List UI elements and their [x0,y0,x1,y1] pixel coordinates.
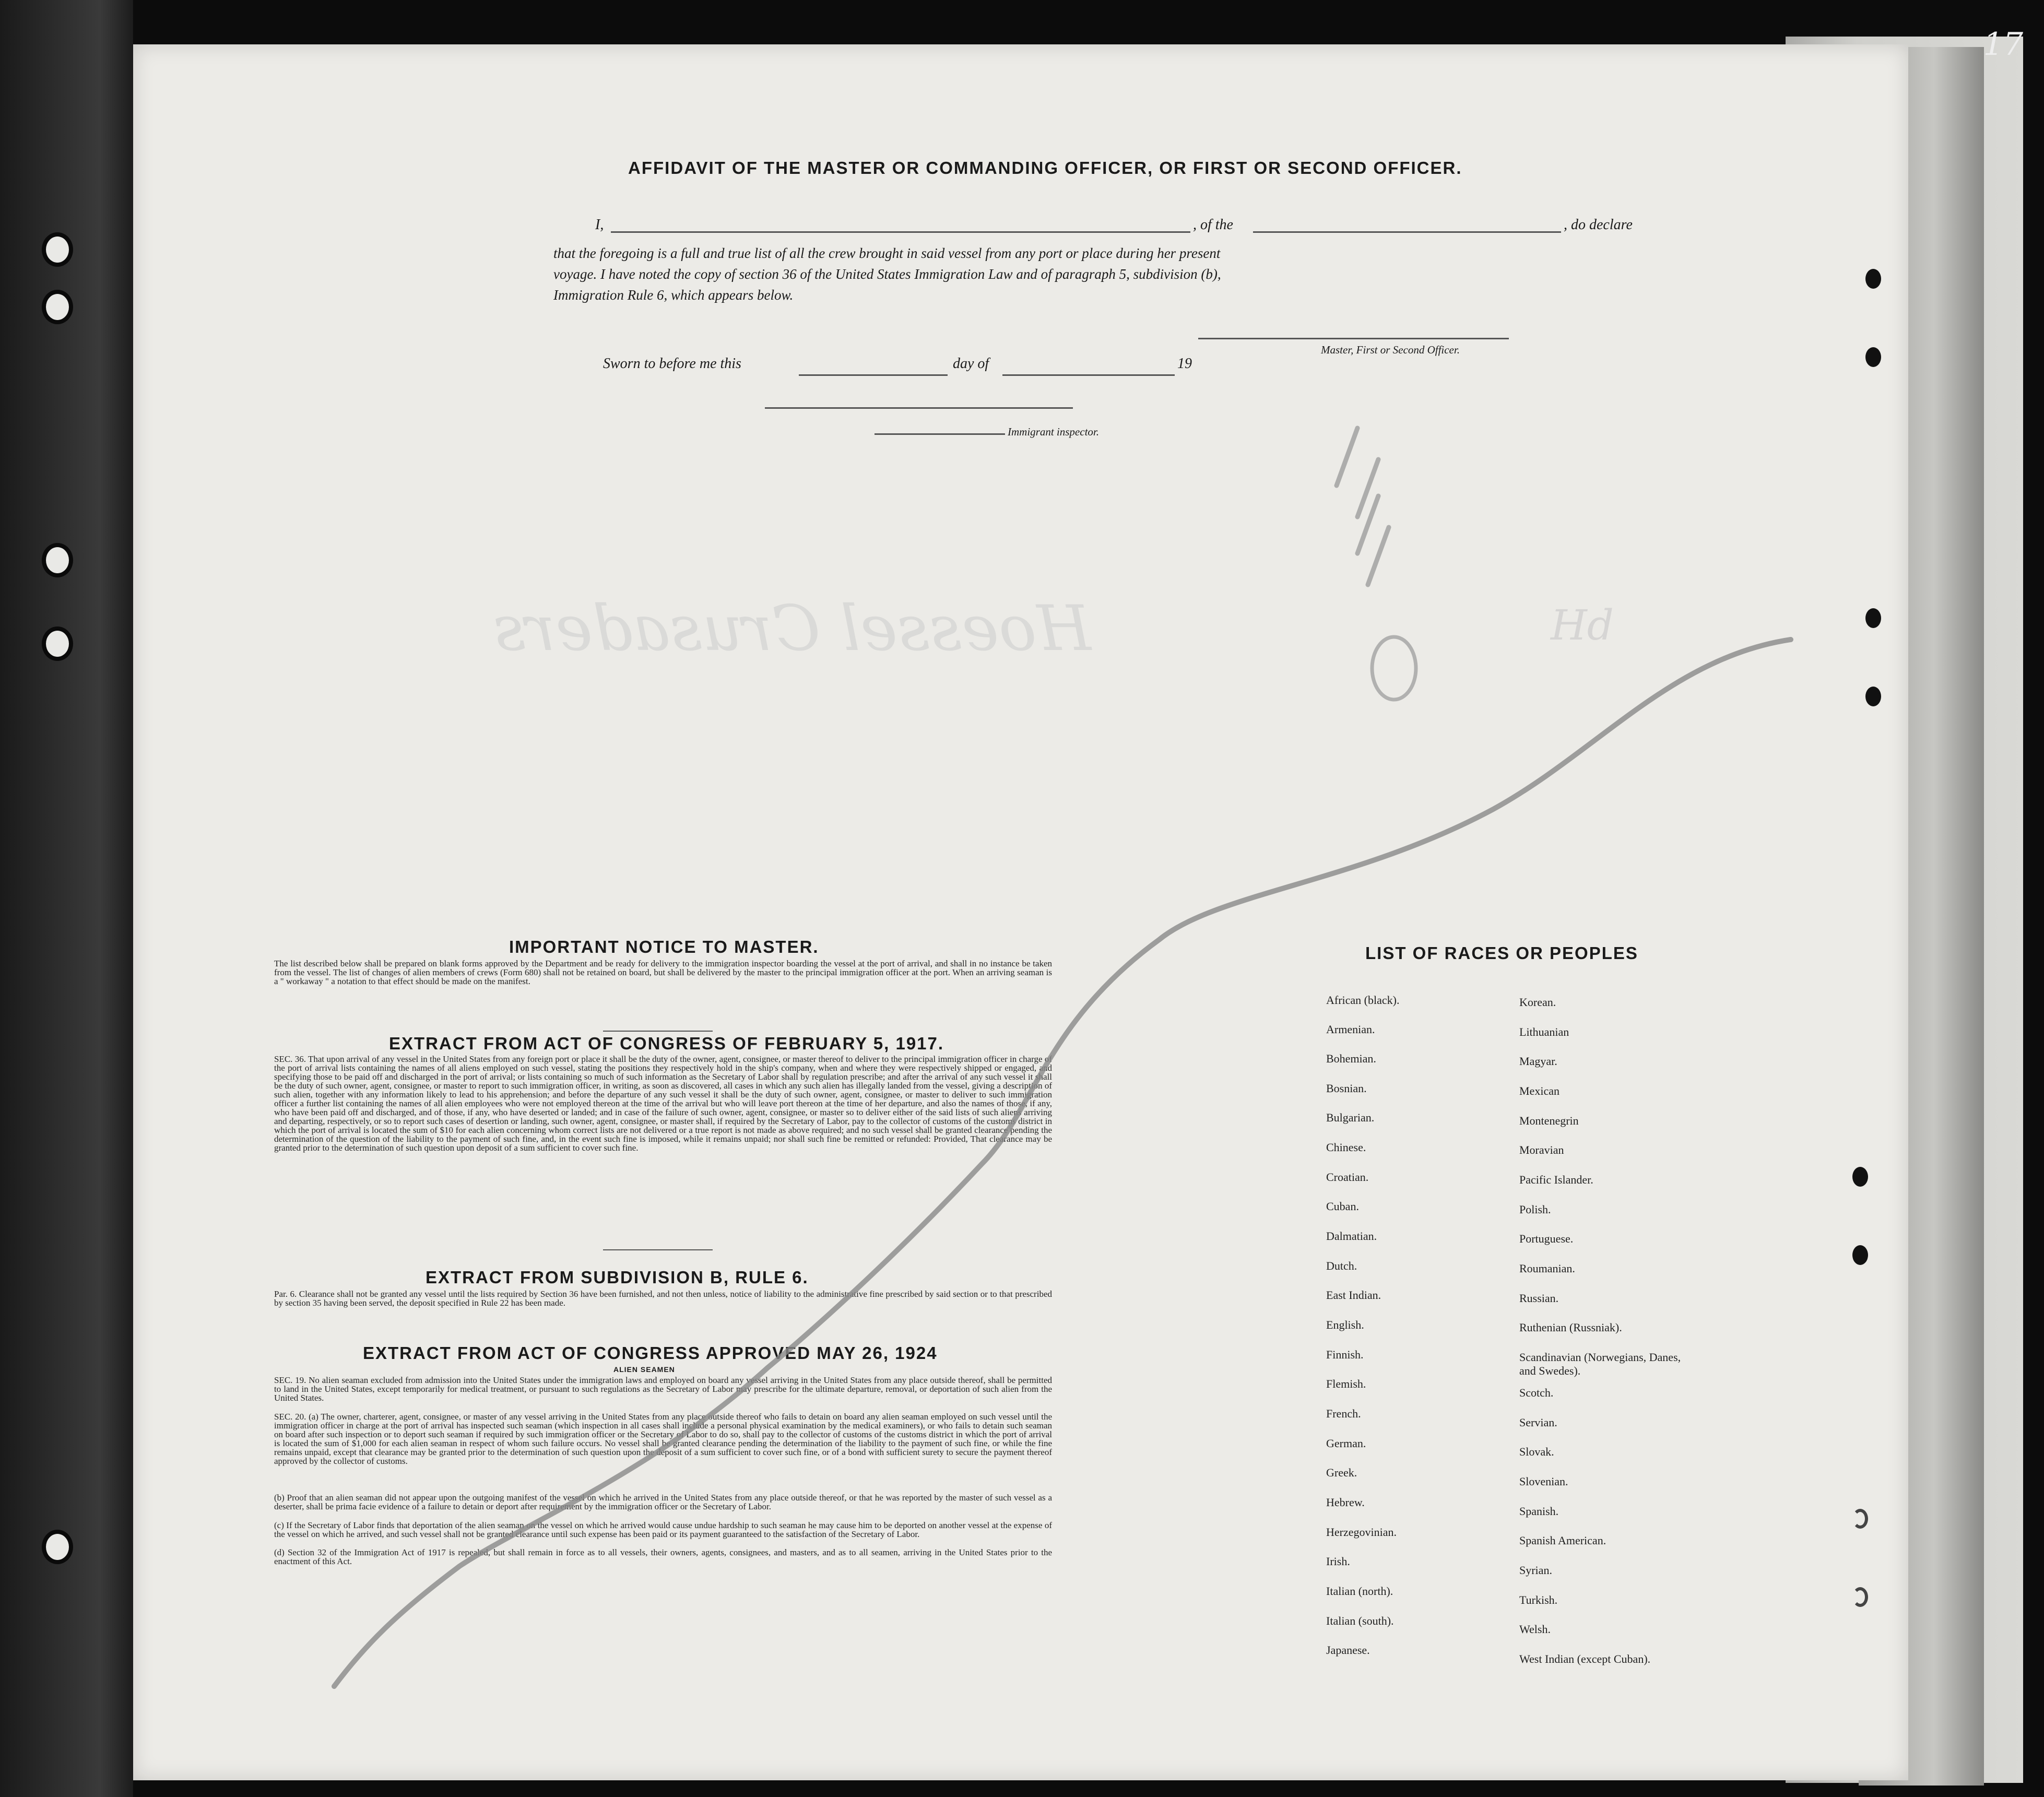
extract-1924-sec20b: (b) Proof that an alien seaman did not appear upon the outgoing manifest of the vessel on which he arrived in the United States from any place outside thereof, or that he was reported by the master of such vessel as a deserter, shall be prima facie evidence of a failure to detain or deport after requirement by the immigration officer or the Secretary of Labor. [274,1493,1052,1511]
race-item: Bohemian. [1326,1052,1376,1065]
name-blank [611,231,1190,233]
race-item: Polish. [1519,1203,1551,1216]
signature-line [1198,338,1509,339]
race-item: Finnish. [1326,1348,1364,1361]
of-the-label: , of the [1193,217,1233,233]
race-item: Armenian. [1326,1023,1375,1036]
race-item: Slovak. [1519,1445,1554,1458]
extract-1924-sec20d: (d) Section 32 of the Immigration Act of 1917 is repealed, but shall remain in force as to all vessels, their owners, agents, consignees, and masters, and as to all seamen, arriving in the United States prior to the enactment of this Act. [274,1547,1052,1566]
year-label: 19 [1177,356,1192,372]
affidavit-title: AFFIDAVIT OF THE MASTER OR COMMANDING OFFICER, OR FIRST OR SECOND OFFICER. [628,158,1462,178]
race-item: Bulgarian. [1326,1111,1375,1124]
section-divider [603,1249,713,1250]
extract-1924-sec20c: (c) If the Secretary of Labor finds that deportation of the alien seaman on the vessel on which he arrived would cause undue hardship to such seaman he may cause him to be deported on another vessel at the expense of the vessel on which he arrived, and such vessel shall not be granted clearance until such expense has been paid or its payment guaranteed to the satisfaction of the Secretary of Labor. [274,1520,1052,1539]
extract-rule6-title: EXTRACT FROM SUBDIVISION B, RULE 6. [426,1268,809,1287]
race-item: Spanish. [1519,1505,1559,1518]
binder-hole [42,232,73,267]
extract-1917-title: EXTRACT FROM ACT OF CONGRESS OF FEBRUARY 5, 1917. [389,1034,944,1053]
page-number: 17 [1983,26,2023,63]
punch-hole [1852,1167,1868,1187]
race-item: Ruthenian (Russniak). [1519,1321,1622,1334]
sworn-day-blank [799,374,948,376]
punch-hole [1865,687,1881,706]
race-item: Japanese. [1326,1644,1370,1657]
race-item: Montenegrin [1519,1114,1579,1127]
race-item: Bosnian. [1326,1082,1367,1095]
inspector-line [875,433,1005,435]
punch-hole [1852,1245,1868,1265]
race-item: Portuguese. [1519,1232,1574,1245]
inspector-line-top [765,407,1073,409]
race-item: Lithuanian [1519,1025,1569,1038]
punch-hole [1865,608,1881,628]
race-item: Russian. [1519,1292,1559,1305]
race-item: Scotch. [1519,1386,1554,1399]
extract-1917-text: SEC. 36. That upon arrival of any vessel in the United States from any foreign port or place it shall be the duty of the owner, agent, consignee, or master thereof to deliver to the principal immigration officer in charge of the port of arrival lists containing the names of all aliens employed on such vessel, stating the positions they respectively hold in the ship's company, when and where they were respectively shipped or engaged, and specifying those to be paid off and discharged in the port of arrival; or lists containing so much of such information as the Secretary of Labor shall by regulation prescribe; and after the arrival of any such vessel it shall be the duty of such owner, agent, consignee, or master to report to such immigration officer, in writing, as soon as discovered, all cases in which any such alien has illegally landed from the vessel, giving a description of such alien, together with any information likely to lead to his apprehension; and before the departure of any such vessel it shall be the duty of such owner, agent, consignee, or master to deliver to such immigration officer a further list containing the names of all alien employees who were not employed thereon at the time of the arrival but who will leave port thereon at the time of her departure, and also the names of those, if any, who have been paid off and discharged, and of those, if any, who have deserted or landed; and in case of the failure of such owner, agent, consignee, or master so to deliver either of the said lists of such aliens arriving and departing, respectively, or so to report such cases of desertion or landing, such owner, agent, consignee, or master shall, if required by the Secretary of Labor, pay to the collector of customs of the customs district in which the port of arrival is located the sum of $10 for each alien concerning whom correct lists are not delivered or a true report is not made as above required; and no such vessel shall be granted clearance pending the determination of the question of the liability to the payment of such fine, and, in the event such fine is imposed, while it remains unpaid; nor shall such fine be remitted or refunded: Provided, That clearance may be granted prior to the determination of such question upon deposit of a sum sufficient to cover such fine. [274,1054,1052,1153]
affidavit-i-label: I, [595,217,604,233]
race-item: English. [1326,1318,1364,1331]
vessel-blank [1253,231,1561,233]
notice-title: IMPORTANT NOTICE TO MASTER. [509,937,819,956]
sworn-month-blank [1002,374,1175,376]
extract-1924-subtitle: ALIEN SEAMEN [613,1365,675,1374]
sworn-label: Sworn to before me this [603,356,741,372]
binder-hole [42,543,73,577]
faded-mark: Hd [1551,601,1614,649]
extract-1924-title: EXTRACT FROM ACT OF CONGRESS APPROVED MAY 26, 1924 [363,1343,938,1363]
race-item: East Indian. [1326,1288,1381,1302]
binder-spine [0,0,133,1797]
signature-label: Master, First or Second Officer. [1321,344,1460,356]
punch-hole [1852,1509,1868,1529]
extract-1924-sec19: SEC. 19. No alien seaman excluded from admission into the United States under the immigration laws and employed on board any vessel arriving in the United States from any place outside thereof, shall be permitted to land in the United States, except temporarily for medical treatment, or pursuant to such regulations as the Secretary of Labor may prescribe for the ultimate departure, removal, or deportation of such alien from the United States. [274,1375,1052,1403]
race-item: Dalmatian. [1326,1229,1377,1243]
race-item: Croatian. [1326,1171,1369,1184]
race-item: Pacific Islander. [1519,1173,1593,1186]
extract-rule6-text: Par. 6. Clearance shall not be granted any vessel until the lists required by Section 36 have been furnished, and not then unless, notice of liability to the administrative fine prescribed by said section or to that prescribed by section 35 having been served, the deposit specified in Rule 22 has been made. [274,1289,1052,1308]
binder-hole [42,290,73,324]
day-of-label: day of [953,356,989,372]
race-item: Chinese. [1326,1141,1366,1154]
race-item: Welsh. [1519,1623,1551,1636]
race-item: Mexican [1519,1084,1559,1097]
races-title: LIST OF RACES OR PEOPLES [1365,943,1638,963]
section-divider [603,1031,713,1032]
binder-hole [42,626,73,661]
race-item: Hebrew. [1326,1496,1365,1509]
race-item: Korean. [1519,996,1556,1009]
race-item: Turkish. [1519,1593,1558,1606]
race-item: Dutch. [1326,1259,1357,1272]
race-item: French. [1326,1407,1361,1420]
race-item: Italian (south). [1326,1614,1394,1627]
punch-hole [1852,1587,1868,1607]
binder-hole [42,1530,73,1564]
do-declare-label: , do declare [1564,217,1633,233]
race-item: Roumanian. [1519,1262,1575,1275]
declaration-line-2: voyage. I have noted the copy of section 36 of the United States Immigration Law and of paragraph 5, subdivision (b), [553,266,1221,282]
race-item: Cuban. [1326,1200,1359,1213]
race-item: Scandinavian (Norwegians, Danes, and Swedes). [1519,1351,1681,1377]
document-page [133,44,1908,1780]
declaration-line-3: Immigration Rule 6, which appears below. [553,287,794,303]
punch-hole [1865,347,1881,367]
race-item: Moravian [1519,1143,1564,1156]
race-item: Slovenian. [1519,1475,1568,1488]
race-item: Italian (north). [1326,1585,1393,1598]
race-item: Spanish American. [1519,1534,1606,1547]
race-item: Herzegovinian. [1326,1526,1397,1539]
extract-1924-sec20a: SEC. 20. (a) The owner, charterer, agent, consignee, or master of any vessel arriving in the United States from any place outside thereof who fails to detain on board any alien seaman employed on such vessel until the immigration officer in charge at the port of arrival has inspected such seaman (which inspection in all cases shall include a personal physical examination by the medical examiners), or who fails to detain such seaman on board after such inspection or to deport such seaman if required by such immigration officer or the Secretary of Labor to do so, shall pay to the collector of customs of the customs district in which the port of arrival is located the sum of $1,000 for each alien seaman in respect of whom such failure occurs. No vessel shall be granted clearance pending the determination of the liability to the payment of such fine, or while the fine remains unpaid, except that clearance may be granted prior to the determination of such question upon the deposit of a sum sufficient to cover such fine, or of a bond with sufficient surety to secure the payment thereof approved by the collector of customs. [274,1412,1052,1466]
race-item: African (black). [1326,994,1400,1007]
race-item: Magyar. [1519,1055,1557,1068]
faded-handwriting: Hoessel Crusaders [493,593,1091,665]
race-item: Syrian. [1519,1564,1552,1577]
race-item: Servian. [1519,1416,1557,1429]
notice-text: The list described below shall be prepared on blank forms approved by the Department and be ready for delivery to the immigration inspector boarding the vessel at the port of arrival, and shall in no instance be taken from the vessel. The list of changes of alien members of crews (Form 680) shall not be retained on board, but shall be delivered by the master to the principal immigration officer at the port. When an arriving seaman is a " workaway " a notation to that effect should be made on the manifest. [274,959,1052,986]
race-item: Irish. [1326,1555,1350,1568]
race-item: Flemish. [1326,1377,1366,1390]
punch-hole [1865,269,1881,289]
inspector-label: Immigrant inspector. [1008,425,1099,438]
race-item: Greek. [1326,1466,1357,1479]
race-item: German. [1326,1437,1366,1450]
declaration-line-1: that the foregoing is a full and true list of all the crew brought in said vessel from any port or place during her present [553,245,1221,261]
race-item: West Indian (except Cuban). [1519,1652,1651,1665]
